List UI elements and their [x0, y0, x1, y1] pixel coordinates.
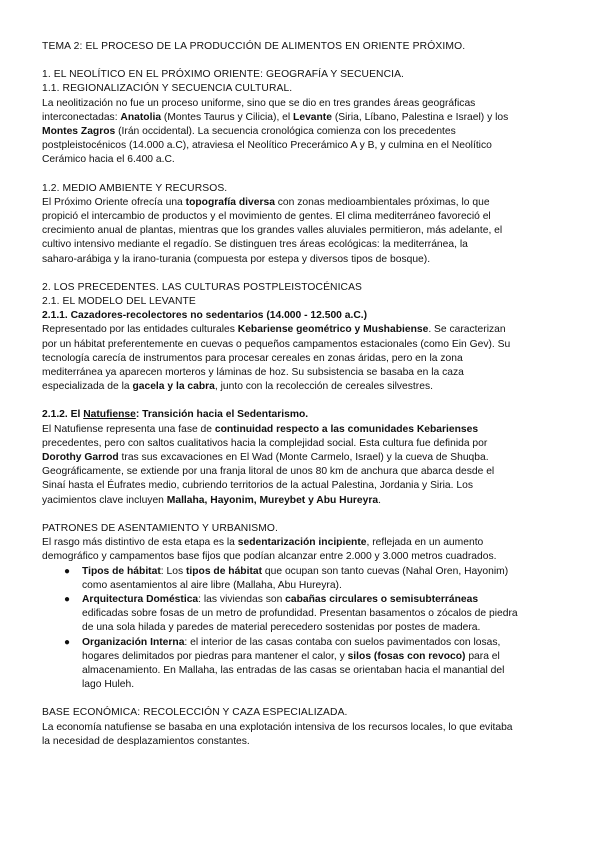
list-item: ● Arquitectura Doméstica: las viviendas son cabañas circulares o semisubterráneas edificadas sobre fosas de un metro de profundidad. Presentan basamentos o zócalos de piedra de una sola hilada y paredes de material perecedero sostenidas por postes de madera.	[64, 593, 518, 634]
bullet-icon: ●	[64, 565, 71, 577]
paragraph-patrones: El rasgo más distintivo de esta etapa es la sedentarización incipiente, reflejada en un aumento demográfico y campamentos base fijos que podían alcanzar entre 2.000 y 3.000 metros cuadrados.	[42, 537, 497, 563]
section-2-1-2-heading: 2.1.2. El Natufiense: Transición hacia el Sedentarismo.	[42, 409, 309, 421]
document-title: TEMA 2: EL PROCESO DE LA PRODUCCIÓN DE ALIMENTOS EN ORIENTE PRÓXIMO.	[42, 41, 466, 52]
paragraph-cazadores-recolectores: Representado por las entidades culturales Kebariense geométrico y Mushabiense. Se caracterizan por un hábitat preferentemente en cuevas o pequeños campamentos estacionales (como Ein Gev). Su tecnología carecía de instrumentos para procesar cereales en zonas áridas, pero en la zona mediterránea ya aparecen morteros y láminas de hoz. Su subsistencia se basaba en la caza especializada de la gacela y la cabra, junto con la recolección de cereales silvestres.	[42, 324, 511, 393]
paragraph-natufiense: El Natufiense representa una fase de continuidad respecto a las comunidades Kebarienses precedentes, pero con saltos cualitativos hacia la complejidad social. Esta cultura fue definida por Dorothy Garrod tras sus excavaciones en El Wad (Monte Carmelo, Israel) y la cueva de Shuqba. Geográficamente, se extiende por una franja litoral de unos 80 km de anchura que abarca desde el Sinaí hasta el Éufrates medio, cubriendo territorios de la actual Palestina, Jordania y Siria. Los yacimientos clave incluyen Mallaha, Hayonim, Mureybet y Abu Hureyra.	[42, 423, 495, 506]
list-item: ● Tipos de hábitat: Los tipos de hábitat que ocupan son tanto cuevas (Nahal Oren, Hayonim) como asentamientos al aire libre (Mallaha, Abu Hureyra).	[64, 565, 509, 591]
paragraph-base-economica: La economía natufiense se basaba en una explotación intensiva de los recursos locales, lo que evitaba la necesidad de desplazamientos constantes.	[42, 721, 513, 747]
section-2-heading: 2. LOS PRECEDENTES. LAS CULTURAS POSTPLEISTOCÉNICAS	[42, 281, 363, 293]
list-item: ● Organización Interna: el interior de las casas contaba con suelos pavimentados con losas, hogares delimitados por piedras para mantener el calor, y silos (fosas con revoco) para el almacenamiento. En Mallaha, las entradas de las casas se orientaban hacia el manantial del lago Huleh.	[64, 636, 505, 691]
section-1-1-heading: 1.1. REGIONALIZACIÓN Y SECUENCIA CULTURAL.	[42, 83, 293, 95]
base-economica-heading: BASE ECONÓMICA: RECOLECCIÓN Y CAZA ESPECIALIZADA.	[42, 707, 348, 719]
paragraph-medio-ambiente: El Próximo Oriente ofrecía una topografía diversa con zonas medioambientales próximas, lo que propició el intercambio de productos y el movimiento de gentes. El clima mediterráneo favoreció el crecimiento anual de plantas, mientras que los grandes valles aluviales permitieron, más adelante, el cultivo intensivo mediante el regadío. Se distinguen tres áreas ecológicas: la mediterránea, la saharo-arábiga y la irano-turania (compuesta por estepa y diversos tipos de bosque).	[42, 196, 503, 265]
paragraph-regionalizacion: La neolitización no fue un proceso uniforme, sino que se dio en tres grandes áreas geográficas interconectadas: Anatolia (Montes Taurus y Cilicia), el Levante (Siria, Líbano, Palestina e Israel) y los Montes Zagros (Irán occidental). La secuencia cronológica comienza con los precedentes postpleistocénicos (14.000 a.C), atraviesa el Neolítico Precerámico A y B, y culmina en el Neolítico Cerámico hacia el 6.400 a.C.	[42, 97, 509, 166]
section-1-heading: 1. EL NEOLÍTICO EN EL PRÓXIMO ORIENTE: GEOGRAFÍA Y SECUENCIA.	[42, 69, 405, 81]
bullet-list	[42, 565, 558, 693]
section-1-2-heading: 1.2. MEDIO AMBIENTE Y RECURSOS.	[42, 182, 228, 194]
bullet-icon: ●	[64, 636, 71, 648]
bullet-icon: ●	[64, 593, 71, 605]
section-2-1-1-heading: 2.1.1. Cazadores-recolectores no sedentarios (14.000 - 12.500 a.C.)	[42, 310, 368, 322]
patrones-heading: PATRONES DE ASENTAMIENTO Y URBANISMO.	[42, 522, 278, 534]
section-2-1-heading: 2.1. EL MODELO DEL LEVANTE	[42, 296, 196, 308]
